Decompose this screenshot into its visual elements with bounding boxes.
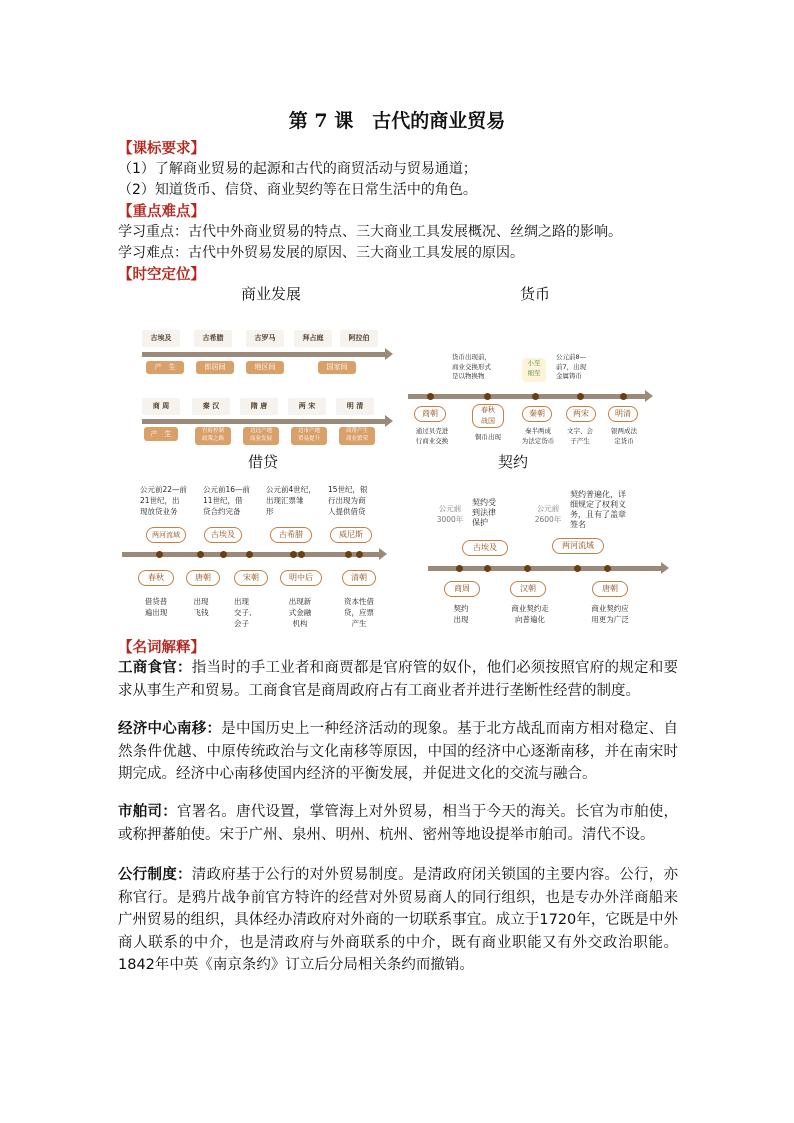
keypoint-difficulty: 学习难点：古代中外贸易发展的原因、三大商业工具发展的原因。 [118, 245, 524, 261]
credit-note: 出现 交子、 会子 [234, 597, 257, 628]
term-title: 经济中心南移： [118, 721, 222, 737]
terms-header: 【名词解释】 [118, 640, 205, 656]
credit-note: 出现 飞钱 [193, 597, 209, 617]
credit-note: 15世纪，银 行出现为商 人提供借贷 [328, 485, 368, 516]
contract-note: 契约受 到法律 保护 [472, 498, 496, 527]
currency-dot [484, 393, 491, 400]
credit-dot [156, 551, 163, 558]
currency-note: 货币出现前， 商业交换形式 是以物换物 [452, 353, 491, 380]
credit-pill: 清朝 [342, 570, 376, 586]
currency-pill: 商朝 [414, 406, 446, 422]
contract-dot [574, 565, 581, 572]
term-title: 工商食官： [118, 660, 192, 676]
requirements-header: 【课标要求】 [118, 141, 205, 157]
credit-dot [356, 551, 363, 558]
business-box: 古埃及 [142, 330, 180, 347]
credit-caption: 借贷 [248, 453, 279, 471]
currency-pill: 两宋 [566, 406, 596, 422]
credit-note: 借贷普 遍出现 [144, 597, 168, 617]
credit-dot [220, 551, 227, 558]
contract-dot [456, 565, 463, 572]
credit-note: 公元前22—前 21世纪，出 现放贷业务 [140, 485, 188, 516]
term-text: 清政府基于公行的对外贸易制度。是清政府闭关锁国的主要内容。公行，亦称官行。是鸦片战争前官方特许的经营对外贸易商人的同行组织，也是专办外洋商船来广州贸易的组织，具体经办清政府对外商的一切联系事宜。成立于1720年，它既是中外商人联系的中介，也是清政府与外商联系的中介，既有商业职能又有外交政治职能。1842年中英《南京条约》订立后分局相关条约而撤销。 [118, 867, 678, 973]
contract-note: 公元前 2600年 [534, 504, 562, 524]
credit-pill: 两河流域 [146, 527, 186, 543]
credit-pill: 明中后 [280, 570, 322, 586]
contract-caption: 契约 [498, 453, 529, 471]
business-arrow-1 [142, 352, 386, 357]
term-economic-center [118, 718, 678, 786]
credit-dot [298, 551, 305, 558]
currency-pill: 春秋 战国 [472, 404, 504, 428]
term-text: 官署名。唐代设置，掌管海上对外贸易，相当于今天的海关。长官为市舶使，或称押蕃舶使。宋于广州、泉州、明州、杭州、密州等地设提举市舶司。清代不设。 [118, 804, 679, 843]
contract-dot [604, 565, 611, 572]
business-box: 阿拉伯 [340, 330, 378, 347]
business-box: 古希腊 [194, 330, 232, 347]
business-pill: 边远产地 商业发展 [243, 427, 279, 445]
business-pill: 官府控制 政策之路 [195, 427, 231, 445]
currency-note: 文字、会 子产生 [567, 427, 593, 445]
credit-pill: 古希腊 [270, 527, 312, 543]
credit-pill: 春秋 [138, 570, 174, 586]
credit-dot [246, 551, 253, 558]
business-pill: 地区间 [246, 361, 284, 374]
term-title: 市舶司： [118, 804, 177, 820]
term-title: 公行制度： [118, 867, 192, 883]
business-box: 商 周 [142, 398, 180, 415]
credit-dot [197, 551, 204, 558]
business-box: 秦 汉 [192, 398, 230, 415]
contract-dot [484, 565, 491, 572]
contract-dot [524, 565, 531, 572]
currency-pill: 明清 [608, 406, 638, 422]
contract-pill: 商周 [444, 581, 480, 597]
keypoint-focus: 学习重点：古代中外商业贸易的特点、三大商业工具发展概况、丝绸之路的影响。 [118, 224, 622, 240]
currency-pill: 秦朝 [522, 406, 552, 422]
credit-note: 出现新 式金融 机构 [288, 597, 312, 628]
credit-pill: 威尼斯 [330, 527, 372, 543]
term-text: 指当时的手工业者和商贾都是官府管的奴仆，他们必须按照官府的规定和要求从事生产和贸易。工商食官是商周政府占有工商业者并进行垄断性经营的制度。 [118, 660, 678, 699]
business-box: 明 清 [336, 398, 374, 415]
contract-pill: 唐朝 [592, 581, 628, 597]
business-pill: 产 生 [146, 361, 184, 374]
currency-note: 银两成法 定货币 [611, 427, 637, 445]
contract-pill: 汉朝 [510, 581, 546, 597]
requirement-1: （1）了解商业贸易的起源和古代的商贸活动与贸易通道； [118, 161, 477, 177]
business-pill: 郎居间 [196, 361, 234, 374]
currency-dot [577, 393, 584, 400]
business-pill: 国家间 [318, 361, 356, 374]
contract-arrow [428, 566, 662, 571]
currency-note: 秦半两成 为法定货币 [521, 427, 555, 445]
currency-note: 公元前8— 前7，出现 金属铸币 [556, 353, 587, 380]
timeline-header: 【时空定位】 [118, 267, 205, 283]
term-gonghang [118, 864, 678, 977]
contract-pill: 古埃及 [462, 540, 508, 556]
business-box: 拜占庭 [294, 330, 332, 347]
business-box: 古罗马 [246, 330, 284, 347]
lesson-title: 第 7 课 古代的商业贸易 [288, 110, 506, 132]
credit-pill: 宋朝 [234, 570, 268, 586]
contract-note: 契约 出现 [453, 604, 469, 624]
contract-pill: 两河流域 [552, 538, 604, 554]
contract-note: 商业契约走 向普遍化 [511, 604, 549, 624]
credit-pill: 唐朝 [186, 570, 220, 586]
business-caption: 商业发展 [241, 285, 302, 303]
credit-note: 公元前16—前 11世纪，借 贷合约完备 [203, 485, 251, 516]
contract-note: 契约普遍化，详 细规定了权利义 务，且有了盖章 签名 [570, 490, 626, 529]
currency-dot [427, 393, 434, 400]
business-pill: 产 生 [144, 427, 178, 441]
currency-note: 小至 细至 [522, 358, 546, 382]
business-pill: 边市产地 贸易提升 [291, 427, 327, 445]
term-gongshang [118, 657, 678, 702]
currency-note: 通过贝壳进 行商业交换 [415, 427, 449, 445]
business-box: 两 宋 [288, 398, 326, 415]
business-pill: 商帮产生 商业繁荣 [339, 427, 375, 445]
currency-note: 铜币出现 [475, 433, 501, 441]
currency-caption: 货币 [520, 285, 551, 303]
business-box: 隋 唐 [240, 398, 278, 415]
credit-note: 公元前4世纪， 出现汇票雏 形 [266, 485, 316, 516]
credit-pill: 古埃及 [204, 527, 242, 543]
currency-dot [620, 393, 627, 400]
term-shibosi [118, 801, 678, 846]
requirement-2: （2）知道货币、信贷、商业契约等在日常生活中的角色。 [118, 182, 477, 198]
contract-note: 商业契约应 用更为广泛 [591, 604, 629, 624]
credit-note: 资本性借 贷，应票 产生 [344, 597, 374, 628]
contract-note: 公元前 3000年 [436, 504, 464, 524]
business-arrow-2 [142, 419, 386, 424]
credit-dot [290, 551, 297, 558]
currency-arrow [408, 394, 646, 399]
term-text: 是中国历史上一种经济活动的现象。基于北方战乱而南方相对稳定、自然条件优越、中原传统政治与文化南移等原因，中国的经济中心逐渐南移，并在南宋时期完成。经济中心南移使国内经济的平衡发展，并促进文化的交流与融合。 [118, 721, 678, 782]
currency-dot [532, 393, 539, 400]
credit-dot [345, 551, 352, 558]
keypoints-header: 【重点难点】 [118, 204, 205, 220]
